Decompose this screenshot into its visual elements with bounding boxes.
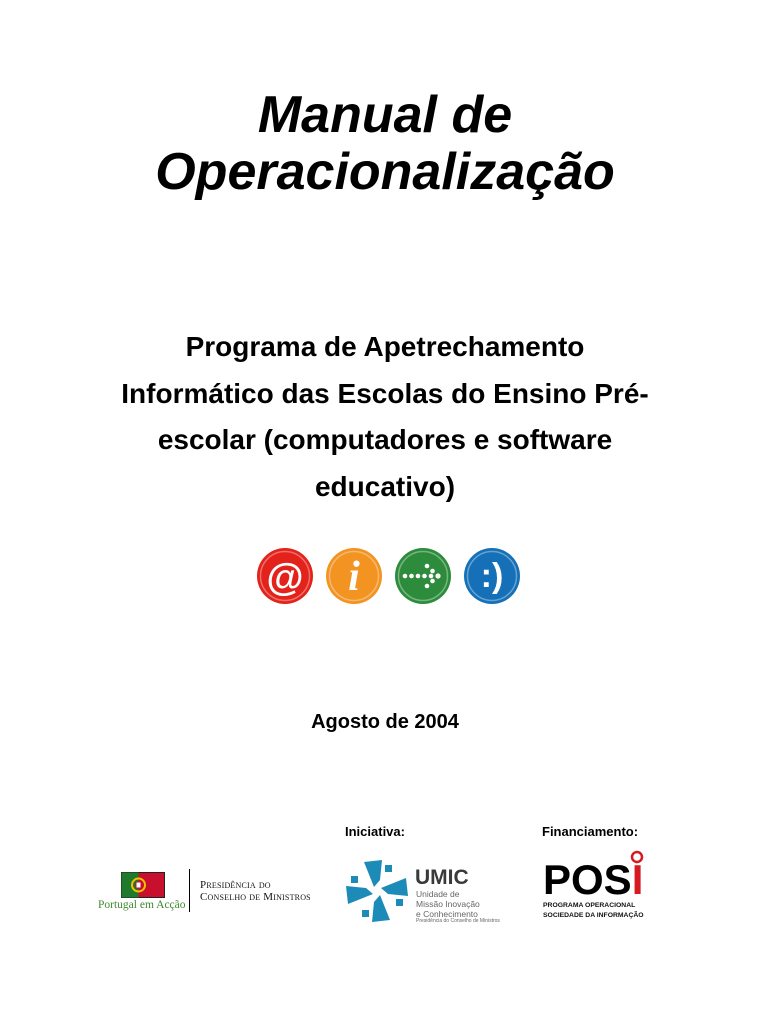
icon-glyph: i xyxy=(348,554,360,600)
posi-wordmark xyxy=(543,856,644,903)
portugal-em-accao-text: Portugal em Acção xyxy=(98,899,186,911)
subtitle-line: educativo) xyxy=(314,470,456,502)
title-line: Operacionalização xyxy=(155,143,615,201)
icon-glyph: @ xyxy=(266,557,304,599)
umic-line: e Conhecimento xyxy=(416,909,478,919)
posi-ring-icon xyxy=(630,850,644,864)
logo-divider xyxy=(189,869,190,912)
dotted-arrow-icon xyxy=(394,547,452,605)
subtitle-line: Informático das Escolas do Ensino Pré- xyxy=(121,377,649,409)
document-date: Agosto de 2004 xyxy=(311,711,459,733)
subtitle-line: escolar (computadores e software xyxy=(157,424,613,455)
posi-wordmark-letters: POS xyxy=(543,856,632,903)
info-icon xyxy=(325,547,383,605)
presidency-line: Conselho de Ministros xyxy=(200,891,311,903)
umic-line: Missão Inovação xyxy=(416,899,480,909)
portuguese-flag-icon xyxy=(121,872,165,898)
umic-small-text: Presidência do Conselho de Ministros xyxy=(416,918,500,924)
posi-wordmark-accent-letter: I xyxy=(631,856,644,903)
umic-description xyxy=(416,889,480,919)
at-sign-icon xyxy=(256,547,314,605)
umic-pinwheel-icon xyxy=(344,858,410,924)
posi-line: SOCIEDADE DA INFORMAÇÃO xyxy=(543,912,644,919)
presidency-line: Presidência do xyxy=(200,879,271,891)
icon-glyph: :) xyxy=(480,557,504,595)
icon-row xyxy=(256,547,521,605)
financing-label: Financiamento: xyxy=(542,824,639,839)
initiative-label: Iniciativa: xyxy=(345,824,405,839)
document-title xyxy=(0,87,770,201)
document-subtitle xyxy=(0,324,770,510)
umic-line: Unidade de xyxy=(416,889,460,899)
smiley-icon xyxy=(463,547,521,605)
posi-line: PROGRAMA OPERACIONAL xyxy=(543,902,636,909)
title-line: Manual de xyxy=(257,86,513,144)
subtitle-line: Programa de Apetrechamento xyxy=(185,331,585,362)
posi-description xyxy=(543,901,644,921)
presidency-text xyxy=(200,879,311,903)
umic-name: UMIC xyxy=(415,866,469,889)
